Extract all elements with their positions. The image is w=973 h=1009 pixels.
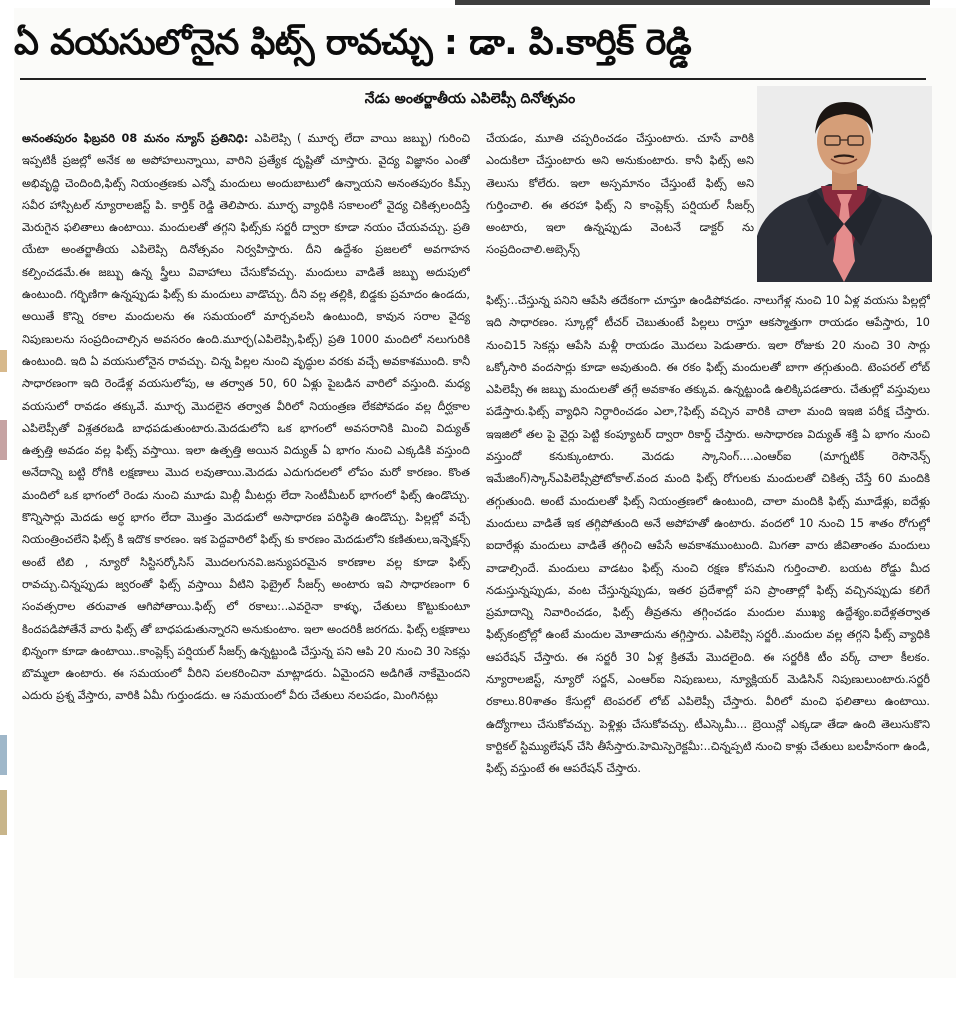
left-edge-scrap [0, 790, 7, 835]
article-body-column-1: ఎపిలెప్సి ( మూర్ఛ లేదా వాయి జబ్బు) గురించి ఇప్పటికీ ప్రజల్లో అనేక ఱ అపోహలున్నాయి, వారిని ప్రత్యేక దృష్టితో చూస్తారు. వైద్య విజ్ఞానం ఎంతో అభివృద్ధి చెందింది,ఫిట్స్ నియంత్రణకు ఎన్నో మందులు అందుబాటులో ఉన్నాయని అనంతపురం కిమ్స్ సవీర హాస్పిటల్ న్యూరాలజిస్ట్ పి. కార్తిక్ రెడ్డి తెలిపారు. మూర్ఛ వ్యాధికి సకాలంలో వైద్య చికిత్సలందిస్తే మెరుగైన ఫలితాలు ఉంటాయి. మందులతో తగ్గని ఫిట్స్‌కు సర్జరీ ద్వారా కూడా నయం చేయవచ్చు. ప్రతి యేటా అంతర్జాతీయ ఎపిలెప్సి దినోత్సవం నిర్వహిస్తారు. దీని ఉద్దేశం ప్రజలలో అవగాహన కల్పించడమే.ఈ జబ్బు ఉన్న స్త్రీలు వివాహాలు చేసుకోవచ్చు. మందులు వాడితే జబ్బు అదుపులో ఉంటుంది. గర్భిణిగా ఉన్నప్పుడు ఫిట్స్ కు మందులు వాడొచ్చు. దీని వల్ల తల్లికి, బిడ్డకు ప్రమాదం ఉండదు, అయితే కొన్ని రకాల మందులను ఈ సమయంలో మార్చవలసి ఉంటుంది, కావున సరాల వైద్య నిపుణులను సంప్రదించాల్సిన అవసరం ఉంది.మూర్ఛ(ఎపిలెప్సి,ఫిట్స్) ప్రతి 1000 మందిలో నలుగురికి ఉంటుంది. ఇది ఏ వయసులోనైన రావచ్చు. చిన్న పిల్లల నుంచి వృద్ధుల వరకు వచ్చే అవకాశముంది. కానీ సాధారణంగా ఇది రెండేళ్ల వయసులోపు, ఆ తర్వాత 50, 60 ఏళ్లు పైబడిన వారిలో వస్తుంది. మధ్య వయసులో రావడం తక్కువే. మూర్ఛ మొదలైన తర్వాత వీరిలో నియంత్రణ లేకపోవడం వల్ల దీర్ఘకాల ఎపిలెప్సీతో విశ్లతరబడి బాధపడుతుంటారు.మెదడులోని ఒక భాగంలో అవసరానికి మించి విద్యుత్ ఉత్పత్తి అవడం వల్ల ఫిట్స్ వస్తాయి. ఇలా ఉత్పత్తి అయిన విద్యుత్ ఏ భాగం నుంచి ఎక్కడికి వస్తుంది అనేదాన్ని బట్టి రోగికి లక్షణాలు మొద లవుతాయి.మెదడు ఎదుగుదలలో లోపం మరో కారణం. కొంత మందిలో ఒక భాగంలో రెండు నుంచి మూడు మిల్లీ మీటర్లు లేదా సెంటీమీటర్ భాగంలో ఫిట్స్ ఉండొచ్చు. కొన్నిసార్లు మెదడు అర్ధ భాగం లేదా మొత్తం మెదడులో అసాధారణ పరిస్థితి ఉండొచ్చు. పిల్లల్లో వచ్చే నియంత్రించలేని ఫిట్స్ కి ఇదొక కారణం. ఇక పెద్దవారిలో ఫిట్స్ కు కారణం మెదడులోని కణితులు,ఇన్ఫెక్షన్స్ అంటే టిబి , న్యూరో సిస్టిసర్కోసిస్ మొదలగునవి.జన్యుపరమైన కారణాల వల్ల కూడా ఫిట్స్ రావచ్చు.చిన్నప్పుడు జ్వరంతో ఫిట్స్ వస్తాయి వీటిని ఫెబ్రైల్ సీజర్స్ అంటారు ఇవి సాధారణంగా 6 సంవత్సరాల తరువాత ఆగిపోతాయి.ఫిట్స్ లో రకాలు:..ఎవరైనా కాళ్ళు, చేతులు కొట్టుకుంటూ కిందపడిపోతేనే వారు ఫిట్స్ తో బాధపడుతున్నారని అనుకుంటాం. ఇలా అందరికీ జరగదు. ఫిట్స్ లక్షణాలు భిన్నంగా కూడా ఉంటాయి..కాంప్లెక్స్ పర్షియల్ సీజర్స్ ఉన్నట్టుండి చేస్తున్న పని ఆపి 20 నుంచి 30 సెకన్లు బొమ్మలా ఉంటారు. ఈ సమయంలో వీరిని పలకరించినా మాట్లాడరు. ఏమైందని అడిగితే నాకేమైందని ఎదురు ప్రశ్న వేస్తారు, వారికి ఏమీ గుర్తుండదు. ఆ సమయంలో వీరు చేతులు నలపడం, మింగినట్లు [22, 132, 470, 703]
dateline: అనంతపురం ఫిబ్రవరి 08 మనం న్యూస్ ప్రతినిధి: [22, 132, 249, 145]
doctor-photo [757, 86, 932, 282]
doctor-portrait-icon [757, 86, 932, 282]
left-edge-scrap [0, 350, 7, 372]
article-column-1 [22, 128, 470, 968]
article-column-2-top: చేయడం, మూతి చప్పరించడం చేస్తుంటారు. చూసే వారికి ఎందుకిలా చేస్తుంటారు అని అనుకుంటారు. కానీ ఫిట్స్ అని తెలుసు కోలేరు. ఇలా అస్పమానం చేస్తుంటే ఫిట్స్ అని గుర్తించాలి. ఈ తరహా ఫిట్స్ ని కాంప్లెక్స్ పర్షియల్ సీజర్స్ అంటారు, ఇలా ఉన్నప్పుడు వెంటనే డాక్టర్ ను సంప్రదించాలి.అబ్సెన్స్ [486, 132, 754, 257]
article-column-2-bottom: ఫిట్స్:..చేస్తున్న పనిని ఆపేసి తదేకంగా చూస్తూ ఉండిపోవడం. నాలుగేళ్ల నుంచి 10 ఏళ్ల వయసు పిల్లల్లో ఇది సాధారణం. స్కూల్లో టీచర్ చెబుతుంటే పిల్లలు రాస్తూ ఆకస్మాత్తుగా రాయడం ఆపేస్తారు, 10 నుంచి15 సెకన్లు ఆపేసి మళ్లీ రాయడం మొదలు పెడుతారు. ఇలా రోజుకు 20 నుంచి 30 సార్లు ఒక్కోసారి వందసార్లు కూడా అవుతుంది. ఈ రకం ఫిట్స్ మందులతో బాగా తగ్గుతుంది. టెంపరల్ లోబ్ ఎపిలెప్సీ ఈ జబ్బు మందులతో తగ్గే అవకాశం తక్కువ. ఉన్నట్టుండి ఉలిక్కిపడతారు. చేతుల్లో వస్తువులు పడేస్తారు.ఫిట్స్ వ్యాధిని నిర్ధారించడం ఎలా,?ఫిట్స్ వచ్చిన వారికి చాలా మంది ఇఇజి పరీక్ష చేస్తారు. ఇఇజిలో తల పై వైర్లు పెట్టి కంప్యూటర్ ద్వారా రికార్డ్ చేస్తారు. అసాధారణ విద్యుత్ శక్తి ఏ భాగం నుంచి వస్తుందో కనుక్కుంటారు. మెదడు స్కానింగ్....ఎంఆర్ఐ (మాగ్నటిక్ రెసొనెన్స్ ఇమేజింగ్)స్కాన్ఎపిలెప్సీప్రోటోకాల్.వంద మంది ఫిట్స్ రోగులకు మందులతో చికిత్స చేస్తే 60 మందికి తగ్గుతుంది. అంటే మందులతో ఫిట్స్ నియంత్రణలో ఉంటుంది, చాలా మందికి ఫిట్స్ మూడేళ్లు, ఐదేళ్లు మందులు వాడితే ఇక తగ్గిపోతుంది అనే అపోహతో ఉంటారు. వందలో 10 నుంచి 15 శాతం రోగుల్లో ఐదారేళ్లు మందులు వాడితే తగ్గించి ఆపేసే అవకాశముంటుంది. మిగతా వారు జీవితాంతం మందులు వాడాల్సిందే. మందులు వాడటం ఫిట్స్ నుంచి రక్షణ కోసమని గుర్తించాలి. బయట రోడ్డు మీద నడుస్తున్నప్పుడు, వంట చేస్తున్నప్పుడు, ఇతర ప్రదేశాల్లో పని ప్రాంతాల్లో ఫిట్స్ వచ్చినప్పుడు కలిగే ప్రమాదాన్ని నివారించడం, ఫిట్స్ తీవ్రతను తగ్గించడం మందుల ముఖ్య ఉద్దేశ్యం.ఐదేళ్లతర్వాత ఫిట్స్‌కంట్రోల్లో ఉంటే మందుల మోతాదును తగ్గిస్తారు. ఎపిలెప్సి సర్జరీ..మందుల వల్ల తగ్గని ఫీట్స్ వ్యాధికి ఆపరేషన్ చేస్తారు. ఈ సర్జరీ 30 ఏళ్ల క్రితమే మొదలైంది. ఈ సర్జరీకి టీం వర్క్ చాలా కీలకం. న్యూరాలజిస్ట్, న్యూరో సర్జన్, ఎంఆర్ఐ నిపుణులు, న్యూక్లియర్ మెడిసిన్ నిపుణులుంటారు.సర్జరీ రకాలు.80శాతం కేసుల్లో టెంపరల్ లోబ్ ఎపిలెప్సీ చేస్తారు. వీరిలో మంచి ఫలితాలు ఉంటాయి. ఉద్యోగాలు చేసుకోవచ్చు. పెళ్లిళ్లు చేసుకోవచ్చు. టీఎస్కెమీ... బ్రెయిన్లో ఎక్కడా తేడా ఉంది తెలుసుకొని కార్టికల్ స్టిమ్యులేషన్ చేసి తీసేస్తారు.హెమిస్పెరెక్టమీ:..చిన్నప్పటి నుంచి కాళ్లు చేతులు బలహీనంగా ఉండి, ఫిట్స్ వస్తుంటే ఈ ఆపరేషన్ చేస్తారు. [486, 294, 930, 776]
headline-rule [20, 78, 926, 80]
left-edge-scrap [0, 735, 7, 775]
subheadline: నేడు అంతర్జాతీయ ఎపిలెప్సీ దినోత్సవం [364, 91, 576, 107]
headline: ఏ వయసులోనైన ఫిట్స్ రావచ్చు : డా. పి.కార్తిక్ రెడ్డి [14, 23, 692, 63]
left-edge-scrap [0, 420, 7, 460]
top-edge-strip [0, 0, 973, 6]
